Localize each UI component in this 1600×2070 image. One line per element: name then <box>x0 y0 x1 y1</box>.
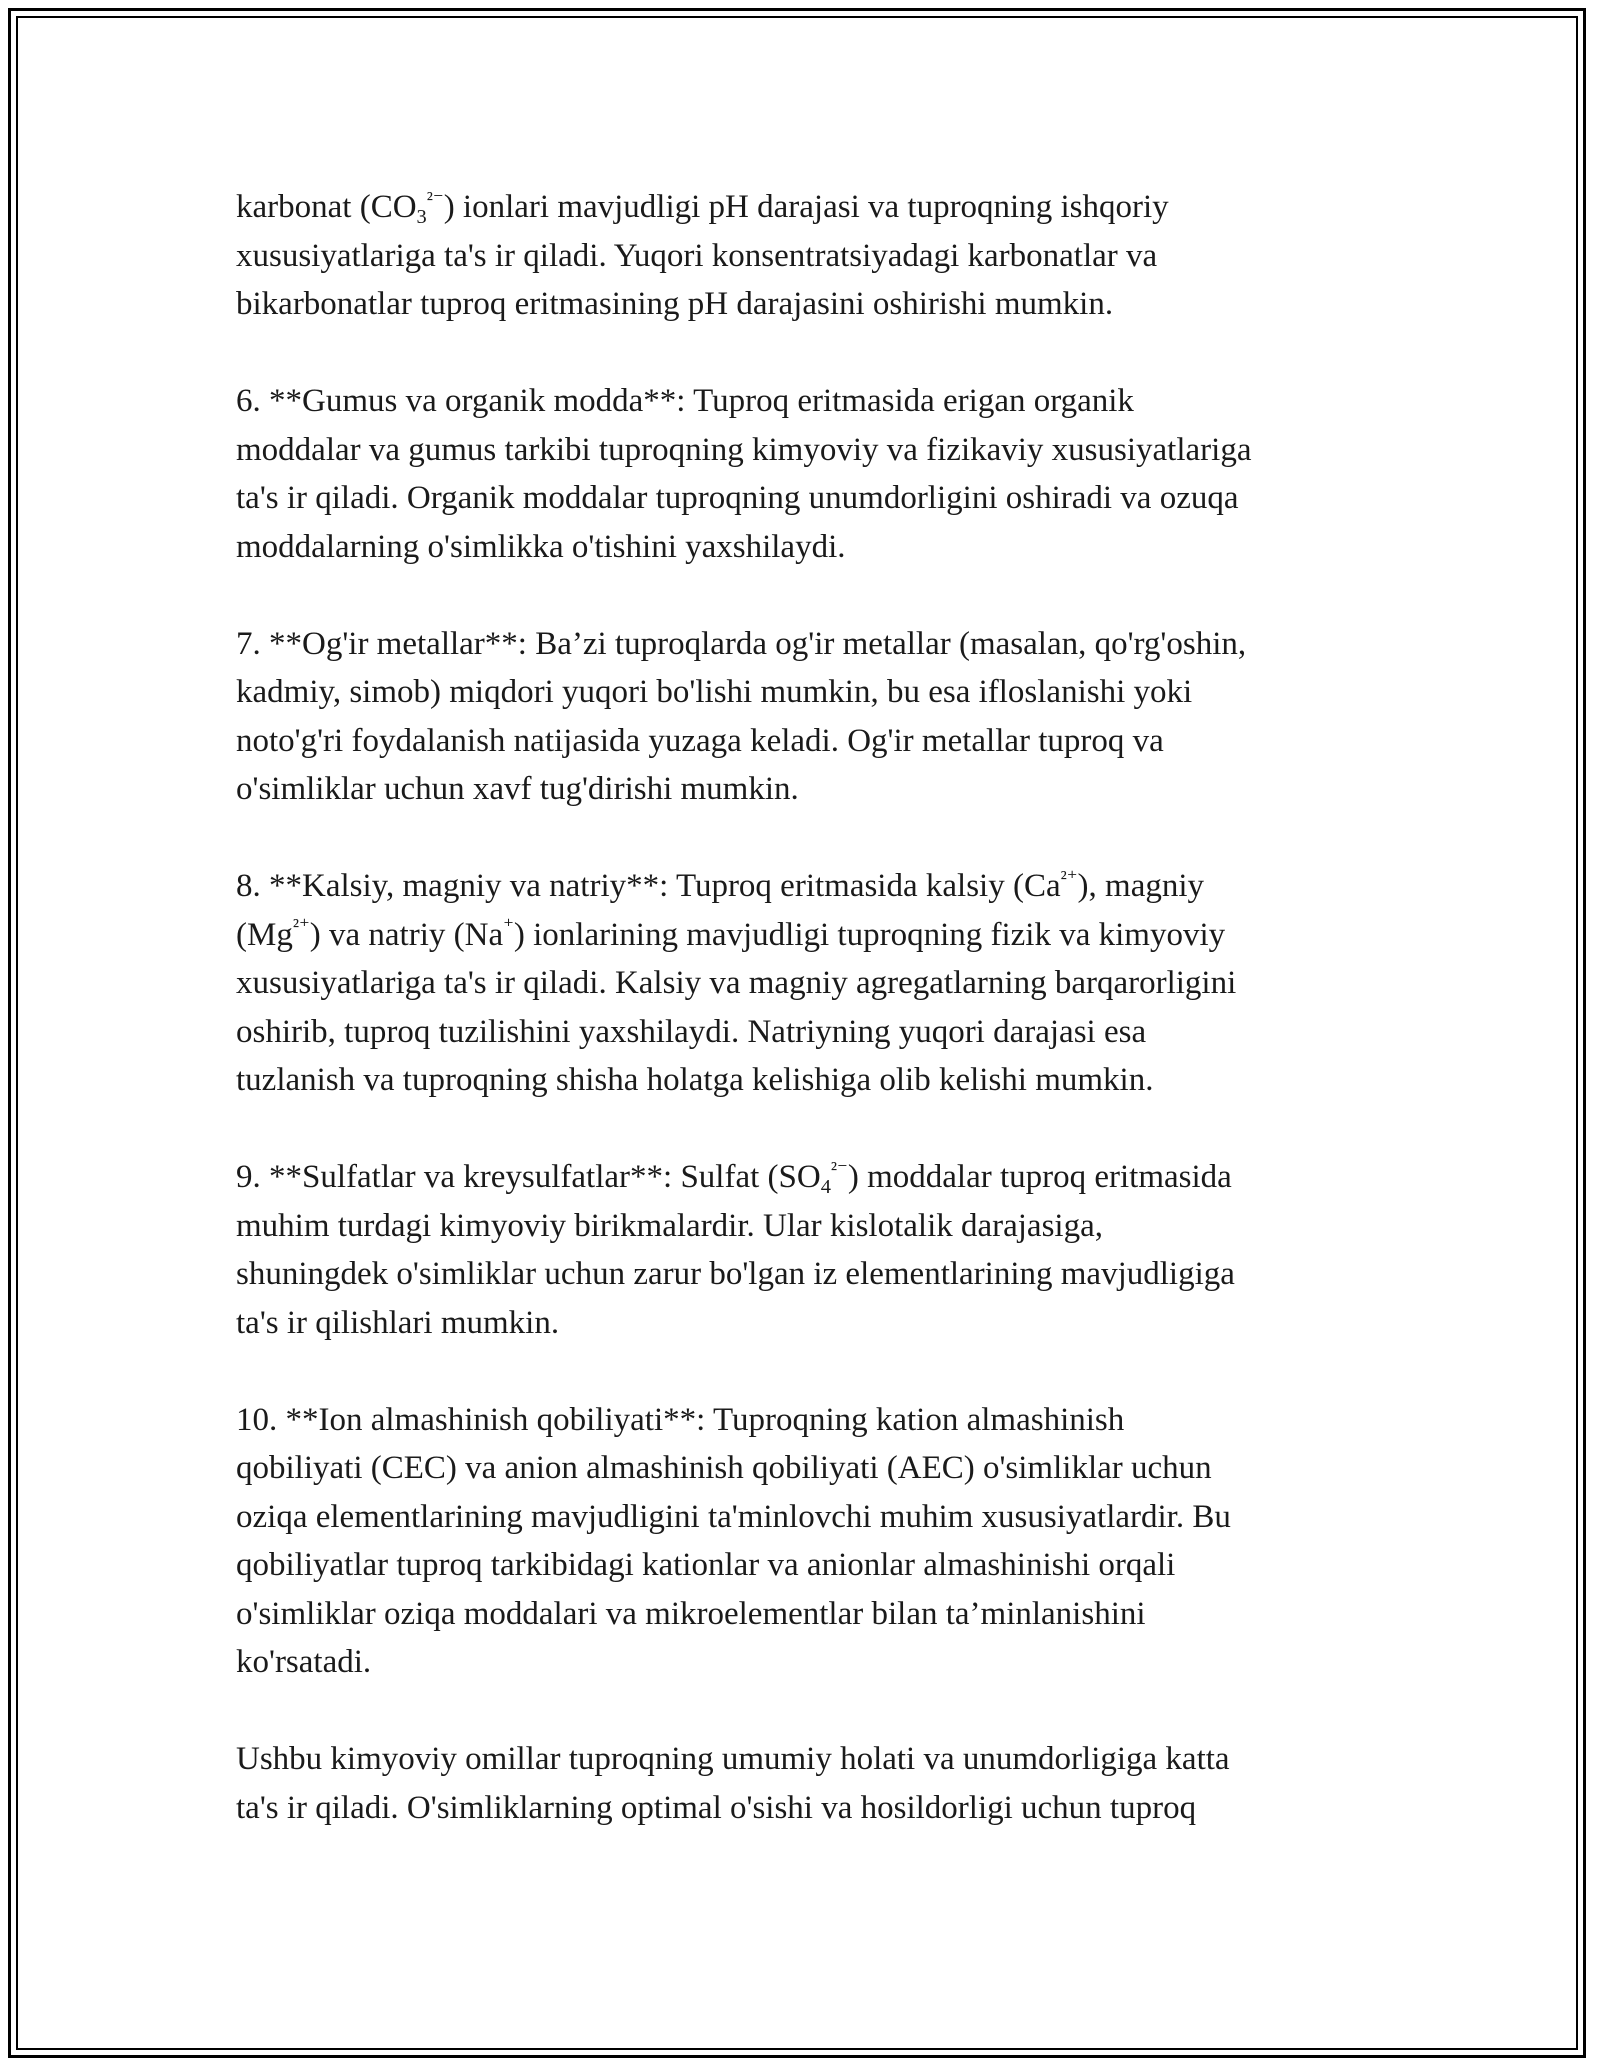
text-line <box>236 1056 1376 1105</box>
text-run: o'simliklar uchun xavf tug'dirishi mumkin. <box>236 771 799 807</box>
text-line <box>236 765 1376 814</box>
text-line <box>236 1396 1376 1445</box>
text-line <box>236 1299 1376 1348</box>
text-run: 8. **Kalsiy, magniy va natriy**: Tuproq eritmasida kalsiy (Ca <box>236 868 1061 904</box>
text-run: tuzlanish va tuproqning shisha holatga kelishiga olib kelishi mumkin. <box>236 1062 1154 1098</box>
text-line <box>236 474 1376 523</box>
text-line <box>236 1202 1376 1251</box>
paragraph-p-item-6 <box>236 377 1376 571</box>
paragraph-p-item-9 <box>236 1153 1376 1347</box>
text-line <box>236 183 1376 232</box>
text-run: oshirib, tuproq tuzilishini yaxshilaydi. Natriyning yuqori darajasi esa <box>236 1013 1147 1050</box>
text-run: moddalar va gumus tarkibi tuproqning kimyoviy va fizikaviy xususiyatlariga <box>236 431 1252 468</box>
superscript: ²⁻ <box>830 1158 848 1181</box>
text-run: shuningdek o'simliklar uchun zarur bo'lgan iz elementlarining mavjudligiga <box>236 1256 1235 1292</box>
superscript: ²⁺ <box>1060 867 1078 890</box>
text-line <box>236 668 1376 717</box>
text-run: Ushbu kimyoviy omillar tuproqning umumiy holati va unumdorligiga katta <box>236 1741 1230 1777</box>
subscript: 3 <box>416 206 427 229</box>
text-run: ), magniy <box>1077 868 1205 904</box>
text-line <box>236 523 1376 572</box>
text-line <box>236 1541 1376 1590</box>
text-run: 9. **Sulfatlar va kreysulfatlar**: Sulfat (SO <box>236 1159 821 1195</box>
text-run: qobiliyatlar tuproq tarkibidagi kationlar va anionlar almashinishi orqali <box>236 1547 1176 1583</box>
text-line <box>236 911 1376 960</box>
text-run: muhim turdagi kimyoviy birikmalardir. Ular kislotalik darajasiga, <box>236 1207 1103 1244</box>
document-body <box>236 183 1376 1832</box>
text-run: ) ionlarining mavjudligi tuproqning fizik va kimyoviy <box>513 916 1226 953</box>
text-run: moddalarning o'simlikka o'tishini yaxshilaydi. <box>236 528 846 565</box>
text-run: ta's ir qiladi. Organik moddalar tuproqning unumdorligini oshiradi va ozuqa <box>236 480 1239 516</box>
text-run: 10. **Ion almashinish qobiliyati**: Tuproqning kation almashinish <box>236 1401 1125 1438</box>
text-run: xususiyatlariga ta's ir qiladi. Kalsiy va magniy agregatlarning barqarorligini <box>236 965 1237 1001</box>
text-line <box>236 620 1376 669</box>
text-run: karbonat (CO <box>236 189 417 225</box>
text-run: (Mg <box>236 916 293 953</box>
superscript: ²⁺ <box>292 916 310 939</box>
text-line <box>236 426 1376 475</box>
text-line <box>236 1444 1376 1493</box>
paragraph-p-item-7 <box>236 620 1376 814</box>
text-run: ta's ir qiladi. O'simliklarning optimal o'sishi va hosildorligi uchun tuproq <box>236 1789 1197 1826</box>
text-run: ) ionlari mavjudligi pH darajasi va tuproqning ishqoriy <box>443 189 1169 225</box>
text-line <box>236 232 1376 281</box>
text-run: bikarbonatlar tuproq eritmasining pH darajasini oshirishi mumkin. <box>236 286 1114 322</box>
text-line <box>236 959 1376 1008</box>
paragraph-p-carbonate-continued <box>236 183 1376 329</box>
text-line <box>236 1735 1376 1784</box>
text-run: 6. **Gumus va organik modda**: Tuproq eritmasida erigan organik <box>236 383 1134 419</box>
text-line <box>236 1638 1376 1687</box>
paragraph-p-item-8 <box>236 862 1376 1105</box>
text-run: qobiliyati (CEC) va anion almashinish qobiliyati (AEC) o'simliklar uchun <box>236 1450 1212 1486</box>
superscript: ²⁻ <box>426 188 444 211</box>
text-run: o'simliklar oziqa moddalari va mikroelementlar bilan ta’minlanishini <box>236 1595 1146 1632</box>
subscript: 4 <box>820 1176 831 1199</box>
text-run: kadmiy, simob) miqdori yuqori bo'lishi mumkin, bu esa ifloslanishi yoki <box>236 674 1193 710</box>
text-run: ) moddalar tuproq eritmasida <box>847 1159 1232 1195</box>
text-run: 7. **Og'ir metallar**: Ba’zi tuproqlarda og'ir metallar (masalan, qo'rg'oshin, <box>236 625 1247 662</box>
text-run: oziqa elementlarining mavjudligini ta'minlovchi muhim xususiyatlardir. Bu <box>236 1498 1231 1535</box>
text-line <box>236 1153 1376 1202</box>
paragraph-p-item-10 <box>236 1396 1376 1687</box>
text-line <box>236 1493 1376 1542</box>
text-line <box>236 862 1376 911</box>
text-line <box>236 280 1376 329</box>
superscript: ⁺ <box>503 916 514 939</box>
text-run: xususiyatlariga ta's ir qiladi. Yuqori konsentratsiyadagi karbonatlar va <box>236 237 1158 274</box>
text-line <box>236 377 1376 426</box>
text-line <box>236 1784 1376 1833</box>
text-line <box>236 1008 1376 1057</box>
text-line <box>236 1590 1376 1639</box>
paragraph-p-conclusion <box>236 1735 1376 1832</box>
text-run: ta's ir qilishlari mumkin. <box>236 1304 560 1341</box>
text-run: noto'g'ri foydalanish natijasida yuzaga keladi. Og'ir metallar tuproq va <box>236 722 1164 759</box>
text-run: ) va natriy (Na <box>309 916 504 953</box>
text-run: ko'rsatadi. <box>236 1644 372 1680</box>
text-line <box>236 1250 1376 1299</box>
text-line <box>236 717 1376 766</box>
